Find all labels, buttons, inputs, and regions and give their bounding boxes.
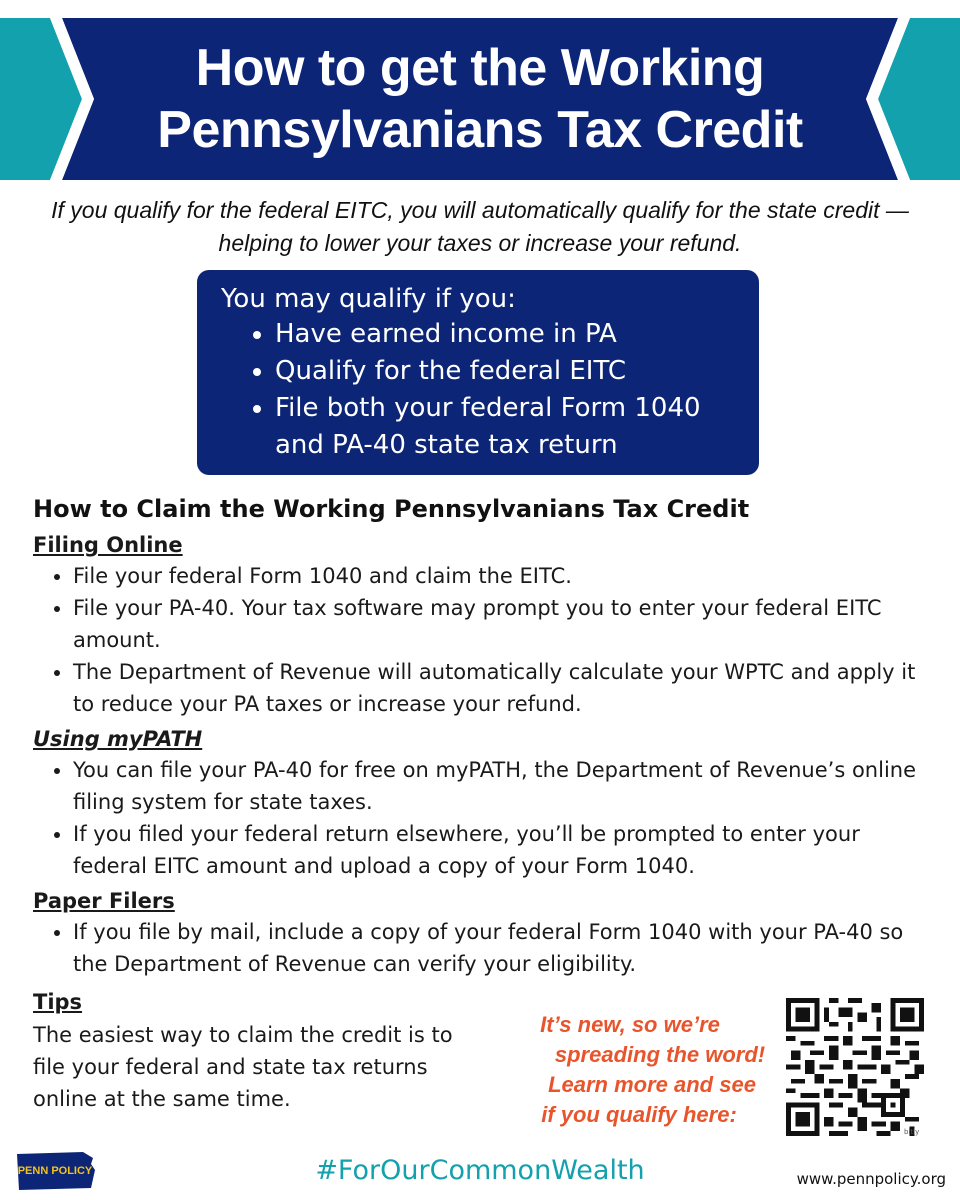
paper-filers-title: Paper Filers: [33, 889, 175, 913]
penn-policy-logo: [13, 1148, 97, 1194]
list-item: • If you file by mail, include a copy of your federal Form 1040 with your PA-40 so the Department of Revenue can verify your eligibility.: [73, 916, 928, 980]
promo-line: if you qualify here:: [541, 1102, 737, 1127]
header-banner: [0, 18, 960, 180]
list-item: • If you filed your federal return elsewhere, you’ll be prompted to enter your federal EITC amount and upload a copy of your Form 1040.: [73, 818, 928, 882]
qualify-box: [197, 270, 759, 475]
tips-section: [33, 987, 453, 1115]
list-item: • File your PA-40. Your tax software may prompt you to enter your federal EITC amount.: [73, 592, 928, 656]
claim-title: How to Claim the Working Pennsylvanians Tax Credit: [33, 495, 750, 523]
list-item: • The Department of Revenue will automatically calculate your WPTC and apply it to reduce your PA taxes or increase your refund.: [73, 656, 928, 720]
list-item: • File your federal Form 1040 and claim the EITC.: [73, 560, 928, 592]
list-item: • You can file your PA-40 for free on myPATH, the Department of Revenue’s online filing system for state taxes.: [73, 754, 928, 818]
qr-brand: bitly: [904, 1128, 920, 1136]
promo-line: It’s new, so we’re: [540, 1012, 720, 1037]
mypath-title: Using myPATH: [33, 727, 203, 751]
mypath-list: [33, 754, 928, 882]
filing-online-list: [33, 560, 928, 720]
qualify-list: [221, 316, 739, 464]
hashtag: #ForOurCommonWealth: [315, 1155, 645, 1186]
page-title: How to get the Working Pennsylvanians Tax Credit: [157, 39, 803, 159]
promo-line: Learn more and see: [548, 1072, 756, 1097]
promo-line: spreading the word!: [554, 1042, 766, 1067]
website-link[interactable]: www.pennpolicy.org: [796, 1170, 946, 1188]
qualify-item: • File both your federal Form 1040 and PA-40 state tax return: [275, 390, 739, 464]
filing-online-title: Filing Online: [33, 533, 183, 557]
intro-text: If you qualify for the federal EITC, you will automatically qualify for the state credit — helping to lower your taxes or increase your refund.: [51, 197, 909, 256]
tips-text: The easiest way to claim the credit is to file your federal and state tax returns online at the same time.: [33, 1023, 453, 1111]
promo-text: [515, 1010, 775, 1130]
qr-code-icon[interactable]: [786, 998, 924, 1136]
tips-title: Tips: [33, 990, 83, 1014]
svg-text:PENN POLICY: PENN POLICY: [17, 1165, 93, 1177]
paper-filers-list: [33, 916, 928, 980]
qualify-heading: You may qualify if you:: [221, 284, 516, 314]
qualify-item: • Have earned income in PA: [275, 316, 739, 353]
qualify-item: • Qualify for the federal EITC: [275, 353, 739, 390]
claim-section: [33, 492, 928, 984]
